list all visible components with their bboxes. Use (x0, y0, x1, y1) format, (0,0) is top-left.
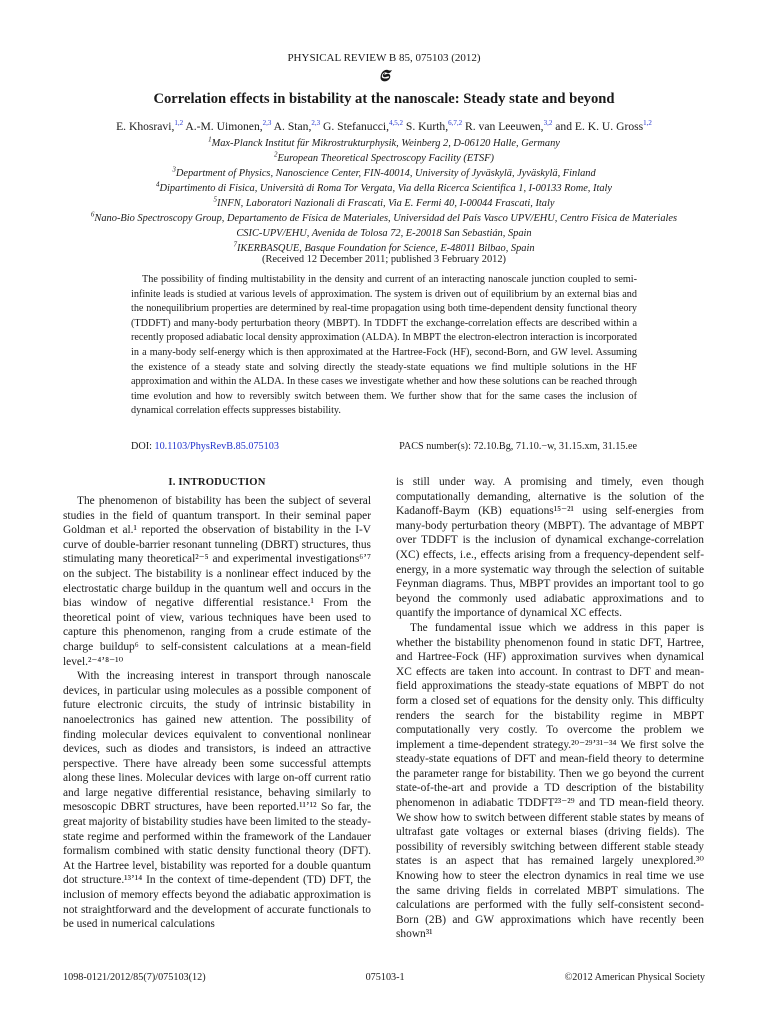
author-affiliation-link[interactable]: 1,2 (174, 119, 184, 128)
affiliation-number: 4 (155, 180, 160, 189)
page-footer (63, 972, 705, 983)
pacs-numbers: PACS number(s): 72.10.Bg, 71.10.−w, 31.15.xm, 31.15.ee (399, 441, 637, 452)
author-name: and E. K. U. Gross (555, 120, 644, 133)
affiliation-line (0, 166, 768, 181)
left-column (63, 475, 371, 932)
author-list (0, 120, 768, 133)
author-affiliation-link[interactable]: 1,2 (643, 119, 652, 128)
affiliation-number: 2 (274, 150, 278, 159)
intro-paragraph-1: The phenomenon of bistability has been the subject of several studies in the field of quantum transport. In their seminal paper Goldman et al.¹ reported the observation of bistability in the I-V curve of double-barrier resonant tunneling (DBRT) structures, thus stimulating many theoretical²⁻⁵ and experimental investigations⁶ʼ⁷ on the subject. The bistability is a nonlinear effect induced by the electrostatic charge buildup in the quantum well and occurs in the bias window of negative differential resistance.¹ From the theoretical point of view, various techniques have been used to capture this phenomenon, ranging from a crude estimate of the charge buildup⁶ to self-consistent calculations at a mean-field level.²⁻⁴ʼ⁸⁻¹⁰ (63, 495, 371, 668)
affiliation-number: 1 (208, 135, 212, 144)
affiliation-number: 3 (172, 165, 176, 174)
doi-link[interactable]: 10.1103/PhysRevB.85.075103 (154, 441, 279, 452)
affiliation-line (0, 211, 768, 226)
affiliation-number: 6 (90, 210, 95, 219)
right-column (396, 475, 704, 942)
affiliation-line (0, 226, 768, 241)
copyright: ©2012 American Physical Society (564, 972, 705, 983)
author-name: R. van Leeuwen, (465, 120, 544, 133)
received-date: (Received 12 December 2011; published 3 February 2012) (261, 254, 506, 265)
author-name: A.-M. Uimonen, (185, 120, 263, 133)
affiliation-text: Nano-Bio Spectroscopy Group, Departamento de Física de Materiales, Universidad del País Vasco UPV/EHU, Centro Física de Materiales (94, 213, 678, 224)
author-name: E. Khosravi, (116, 120, 175, 133)
page-number: 075103-1 (365, 972, 405, 983)
affiliation-line (0, 196, 768, 211)
author-affiliation-link[interactable]: 2,3 (311, 119, 321, 128)
affiliation-line (0, 136, 768, 151)
author-name: A. Stan, (273, 120, 312, 133)
affiliation-text: European Theoretical Spectroscopy Facility (ETSF) (277, 153, 494, 164)
affiliation-line (0, 181, 768, 196)
intro-paragraph-3: is still under way. A promising and timely, even though computationally demanding, alternative is the solution of the Kadanoff-Baym (KB) equations¹⁵⁻²¹ using self-energies from many-body perturbation theory (MBPT). The advantage of MBPT over TDDFT is the inclusion of dynamical exchange-correlation (XC) effects, i.e., effects arising from a frequency-dependent self-energy, in a more systematic way through the selection of suitable Feynman diagrams. Thus, MBPT provides an important tool to go beyond the commonly used adiabatic approximations and to quantify the importance of dynamical XC effects. (396, 476, 704, 620)
doi-label: DOI: (131, 441, 152, 452)
abstract-text: The possibility of finding multistability in the density and current of an interacting nanoscale junction coupled to semi-infinite leads is studied at various levels of approximation. The system is driven out of equilibrium by an external bias and the nonequilibrium properties are determined by real-time propagation using both time-dependent density functional theory (TDDFT) and many-body perturbation theory (MBPT). In TDDFT the exchange-correlation effects are described within a recently proposed adiabatic local density approximation (ALDA). In MBPT the electron-electron interaction is incorporated in a many-body self-energy which is then approximated at the Hartree-Fock (HF), second-Born, and GW level. Assuming the existence of a steady state and solving directly the steady-state equations we find multiple solutions in the HF approximation and within the ALDA. In these cases we investigate whether and how these solutions can be reached through time evolution and how to reversibly switch between them. We further show that for the same cases the inclusion of dynamical correlation effects suppresses bistability. (131, 274, 637, 417)
affiliation-number: 7 (233, 240, 237, 249)
author-affiliation-link[interactable]: 2,3 (262, 119, 272, 128)
author-affiliation-link[interactable]: 4,5,2 (389, 119, 404, 128)
affiliation-text: Department of Physics, Nanoscience Center, FIN-40014, University of Jyväskylä, Jyväskylä, Finland (175, 168, 596, 179)
author-name: G. Stefanucci, (323, 120, 390, 133)
author-name: S. Kurth, (405, 120, 449, 133)
doi-pacs-line (131, 440, 637, 454)
paper-title: Correlation effects in bistability at the nanoscale: Steady state and beyond (153, 91, 615, 107)
affiliation-text: Dipartimento di Fisica, Università di Roma Tor Vergata, Via della Ricerca Scientifica 1, I-00133 Rome, Italy (159, 183, 613, 194)
intro-paragraph-2: With the increasing interest in transport through nanoscale devices, in particular using molecules as a possible component of future electronic circuits, the study of intrinsic bistability in nanoelectronics has gained new attention. The possibility of finding molecular devices equivalent to conventional nonlinear devices, such as diodes and transistors, is indeed an attractive perspective. There have already been some successful attempts along these lines. Molecular devices with large on-off current ratio and large negative differential resistance, behaving similarly to mesoscopic DBRT structures, have been reported.¹¹ʼ¹² So far, the great majority of bistability studies have been limited to the steady-state regime and performed within the framework of the Landauer formalism combined with static density functional theory (DFT). At the Hartree level, bistability was reported for a double quantum dot structure.¹³ʼ¹⁴ In the context of time-dependent (TD) DFT, the inclusion of memory effects beyond the adiabatic approximation is not straightforward and the development of accurate functionals to be used in numerical calculations (63, 670, 371, 931)
affiliation-text: IKERBASQUE, Basque Foundation for Science, E-48011 Bilbao, Spain (236, 243, 535, 254)
affiliation-line (0, 151, 768, 166)
affiliation-number: 5 (213, 195, 217, 204)
author-affiliation-link[interactable]: 6,7,2 (448, 119, 463, 128)
section-heading: I. INTRODUCTION (168, 477, 266, 488)
footer-code: 1098-0121/2012/85(7)/075103(12) (63, 972, 206, 983)
affiliation-text: CSIC-UPV/EHU, Avenida de Tolosa 72, E-20018 San Sebastián, Spain (236, 228, 532, 239)
journal-logo-icon: 𝕾 (378, 68, 390, 85)
journal-header: PHYSICAL REVIEW B 85, 075103 (2012) (287, 52, 481, 64)
intro-paragraph-4: The fundamental issue which we address in this paper is whether the bistability phenomenon found in static DFT, Hartree, and Hartree-Fock (HF) approximation survives when dynamical XC effects are taken into account. In contrast to DFT and mean-field approximations the steady-state equations of MBPT do not form a closed set of equations for the density only. This difficulty renders the search for the bistability regime in MBPT computationally very costly. To overcome the problem we implement a time-dependent strategy.²⁰⁻²⁹ʼ³¹⁻³⁴ We first solve the steady-state equations of DFT and mean-field theory to determine the parameter range for bistability. Then we go beyond the current state-of-the-art and provide a TD description of the bistability phenomenon in adiabatic TDDFT²³⁻²⁹ and TD mean-field theory. We show how to switch between different stable states by means of ultrafast gate voltages or external biases (driving fields). The possibility of reversibly switching between different stable steady states is an aspect that has remained largely unexplored.³⁰ Knowing how to steer the electron dynamics in real time we use the same driving fields in correlated MBPT simulations. The calculations are performed with the fully self-consistent second-Born (2B) and GW approximations which have recently been shown³¹ (396, 621, 704, 941)
author-affiliation-link[interactable]: 3,2 (543, 119, 553, 128)
affiliation-text: INFN, Laboratori Nazionali di Frascati, Via E. Fermi 40, I-00044 Frascati, Italy (217, 198, 555, 209)
abstract (131, 273, 637, 419)
affiliation-text: Max-Planck Institut für Mikrostrukturphysik, Weinberg 2, D-06120 Halle, Germany (211, 138, 560, 149)
affiliation-list (0, 136, 768, 256)
doi (131, 440, 279, 454)
